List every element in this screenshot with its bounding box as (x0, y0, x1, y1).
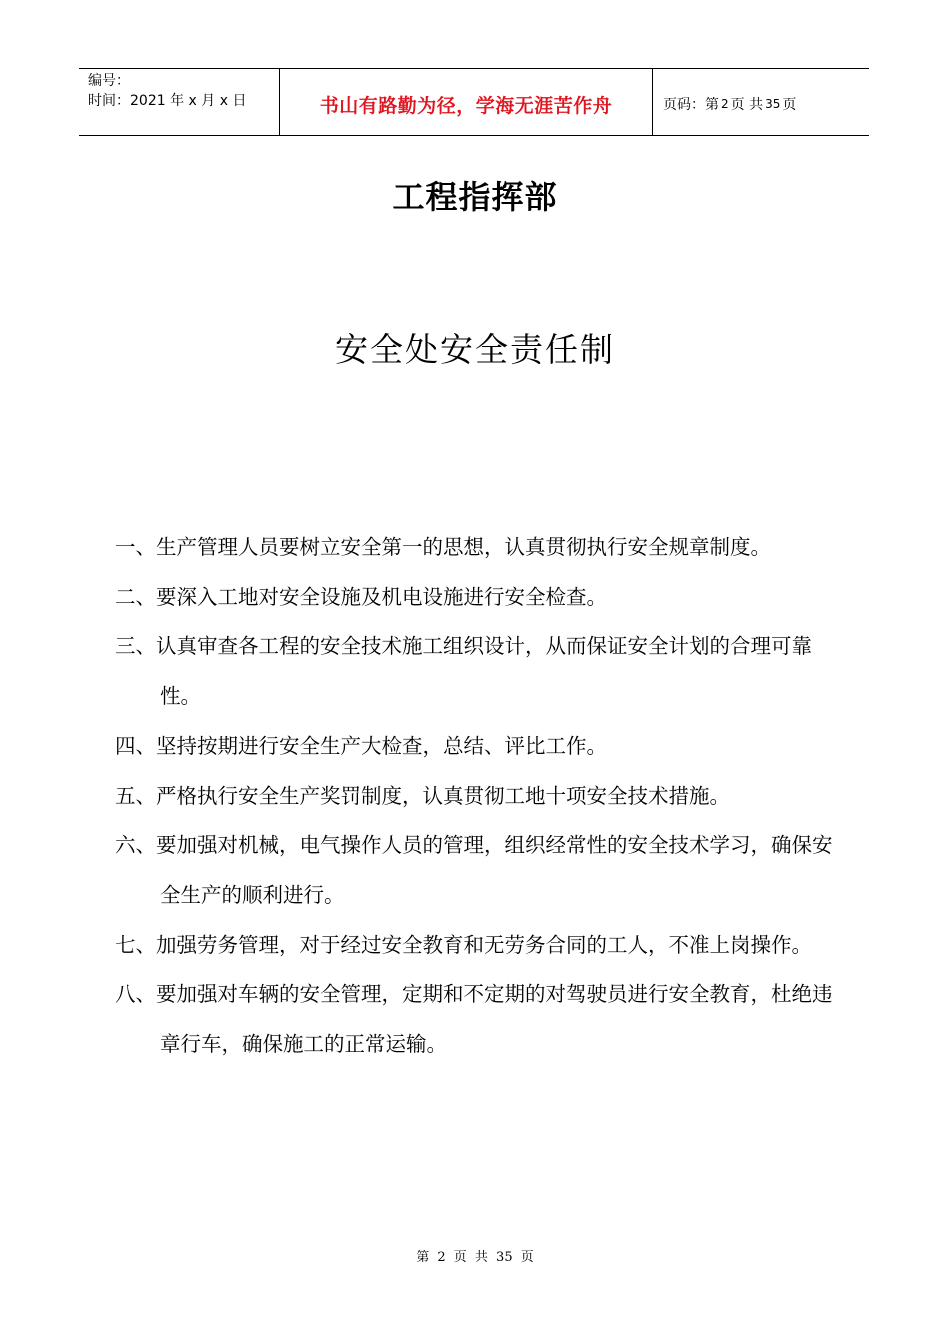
page-current: 2 (721, 97, 729, 111)
page-mid: 页 共 (730, 97, 764, 113)
header-page-info (653, 69, 869, 135)
list-item: 六、要加强对机械，电气操作人员的管理，组织经常性的安全技术学习，确保安全生产的顺利进行。 (115, 833, 833, 907)
responsibility-list (115, 523, 845, 1070)
document-header (79, 68, 869, 136)
number-label: 编号： (88, 73, 130, 89)
page-total: 35 (765, 97, 781, 111)
main-title: 工程指挥部 (392, 178, 558, 216)
list-item: 七、加强劳务管理，对于经过安全教育和无劳务合同的工人，不准上岗操作。 (115, 932, 812, 957)
list-item: 八、要加强对车辆的安全管理，定期和不定期的对驾驶员进行安全教育，杜绝违章行车，确保施工的正常运输。 (115, 982, 833, 1057)
page-prefix: 页码：第 (663, 97, 719, 113)
header-meta (79, 69, 280, 135)
list-item: 一、生产管理人员要树立安全第一的思想，认真贯彻执行安全规章制度。 (115, 535, 771, 559)
page-suffix: 页 (782, 97, 797, 113)
list-item: 五、严格执行安全生产奖罚制度，认真贯彻工地十项安全技术措施。 (115, 783, 730, 808)
header-motto: 书山有路勤为径，学海无涯苦作舟 (280, 69, 653, 135)
sub-title: 安全处安全责任制 (335, 330, 615, 369)
page-footer: 第 2 页 共 35 页 (416, 1250, 534, 1265)
time-label: 时间：2021 年 x 月 x 日 (88, 93, 247, 109)
list-item: 二、要深入工地对安全设施及机电设施进行安全检查。 (115, 584, 607, 609)
list-item: 四、坚持按期进行安全生产大检查，总结、评比工作。 (115, 733, 607, 758)
list-item: 三、认真审查各工程的安全技术施工组织设计，从而保证安全计划的合理可靠性。 (115, 634, 812, 709)
